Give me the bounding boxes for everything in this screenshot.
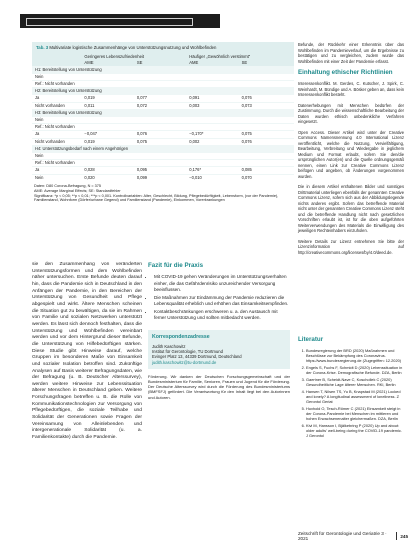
table-cell bbox=[85, 124, 138, 130]
table-cell: 0,076 bbox=[241, 138, 252, 144]
table-cell: Nicht vorhanden bbox=[35, 138, 65, 144]
table-cell: 0,019 bbox=[84, 138, 95, 144]
table-row bbox=[32, 102, 294, 109]
footer-divider bbox=[396, 532, 397, 540]
table-row bbox=[32, 109, 294, 116]
literature-item: 4. Hansen T, Nilsen TS, Yu B, Knapstad M (2021) Locked and lonely? A longitudinal assessment of loneliness. Z Gerontol Geriat bbox=[306, 389, 404, 404]
table-cell bbox=[191, 81, 244, 87]
right-column bbox=[298, 42, 404, 260]
table-caption bbox=[32, 42, 294, 54]
table-cell: 0,076 bbox=[136, 131, 148, 137]
table-row bbox=[32, 73, 294, 80]
table-cell: 0,075 bbox=[241, 131, 252, 137]
table-row bbox=[32, 130, 294, 137]
literature-list bbox=[298, 348, 404, 438]
table-row bbox=[32, 174, 294, 181]
literature-item: 2. Engels S, Fuchs F, Schmidt D (2020) Lebenssituation in der Corona-Krise. Demografische Befunde. DZA, Berlin bbox=[306, 365, 404, 375]
table-cell bbox=[138, 124, 191, 130]
fazit-list bbox=[148, 274, 290, 322]
table-row bbox=[32, 138, 294, 145]
table-row bbox=[32, 87, 294, 94]
body-text-column bbox=[32, 262, 142, 442]
table-cell bbox=[138, 160, 191, 166]
list-item: • Die Maßnahmen zur Eindämmung der Pandemie reduzieren die Lebensqualität erheblich und erhöhen das Einsamkeitsempfinden. bbox=[154, 295, 290, 308]
table-cell: Ja bbox=[35, 167, 40, 173]
table-cell: 0,085 bbox=[241, 167, 252, 173]
journal-name: Zeitschrift für Gerontologie und Geriatrie 3 · 2021 bbox=[298, 531, 387, 541]
table-cell: 0,176* bbox=[189, 167, 202, 173]
col-header: SE bbox=[136, 59, 143, 65]
table-cell: 0,095 bbox=[136, 167, 148, 173]
table-cell: Ref.: Nicht vorhanden bbox=[35, 80, 75, 86]
table-cell: Nein bbox=[35, 152, 44, 158]
list-item: • Mit COVID-19 gehen Veränderungen im Unterstützungsverhalten einher, die das Gefährdenrisiko unzureichender Versorgung beeinflussen. bbox=[154, 274, 290, 294]
paragraph: Interessenkonflikt. M. Gerdes, C. Kutscher, J. Spirk, C. Weinhardt, M. Bündige und A. Bösker geben an, dass kein Interessenkonflikt besteht. bbox=[298, 81, 404, 97]
table-cell: Nein bbox=[35, 73, 44, 79]
results-table bbox=[32, 42, 294, 203]
header-black-bar bbox=[20, 14, 220, 28]
paragraph: Open Access. Dieser Artikel wird unter der Creative Commons Namensnennung 4.0 International Lizenz veröffentlicht, welche die Nutzung, Vervielfältigung, Bearbeitung, Verbreitung und Wiedergabe in jeglichem Medium und Format erlaubt, sofern Sie den/die ursprünglichen Autor(en) und die Quelle ordnungsgemäß nennen, einen Link zur Creative Commons Lizenz beifügen und angeben, ob Änderungen vorgenommen wurden. bbox=[298, 129, 404, 179]
correspondence-line: Evinger Platz 13, 44339 Dortmund, Deutschland bbox=[152, 354, 242, 360]
paragraph: Befunde, der Rückkehr einer Erkenntnis über das Wohlbefinden im Pandemieverlauf, um die Ergebnisse zu bestätigen und zu vergleichen, zudem wurde das Wohlbefinden mit einer Zeit der Pandemie erfasst. bbox=[298, 42, 404, 64]
practice-conclusion-box bbox=[148, 262, 290, 400]
table-cell bbox=[85, 153, 138, 159]
correspondence-heading: Korrespondenzadresse bbox=[152, 333, 210, 340]
table-caption-text: Multivariate logistische Zusammenhänge von Unterstützungsnutzung und Wohlbefinden bbox=[49, 45, 217, 50]
table-row bbox=[32, 123, 294, 130]
table-cell bbox=[191, 153, 244, 159]
table-cell: Nein bbox=[35, 116, 44, 122]
table-cell bbox=[85, 160, 138, 166]
table-row bbox=[32, 80, 294, 87]
literature-heading: Literatur bbox=[298, 336, 324, 343]
body-paragraph: sie den Zusammenhang von veränderten Unterstützungsformen und dem Wohlbefinden näher untersuchen. Erste Befunde deuten darauf hin, dass die Pandemie sich in Deutschland in den Anfängen der Pandemie, in den Bereichen der Unterstützung von Gesundheit und Pflege abgespielt und wirkt. Ältere Menschen scheinen die Situation gut zu bewältigen, da sie im Rahmen von Familie und sozialen Netzwerken unterstützt werden. Es lässt sich dennoch festhalten, dass die Unterstützung und Wohlbefinden vereinbart werden und vor dem Hintergrund dieser Befunde, die Unterstützung von Hilfebedürftigen stärken. Diese Studie gibt Hinweise darauf, welche Gruppen im besonderen Maße von Einsamkeit und sozialer Isolation betroffen sind. Zukünftige Analysen auf Basis weiterer Befragungsdaten, wie der Befragung (u. B. Deutscher Alterssurvey), werden weitere Hinweise zur Lebenssituation älterer Menschen in Deutschland geben. Weitere Forschungsfragen betreffen u. B. die Rolle von Kommunikationstechnologien zur Versorgung von Pflegebedürftigen, die soziale Teilhabe und Solidarität der Generationen sowie Fragen der Vereinsamung von Alleinlebenden und intergenerationale Solidarität (u. a. Familienkontakte) durch die Pandemie. bbox=[32, 262, 142, 441]
table-cell bbox=[138, 117, 191, 123]
table-cell: 0,077 bbox=[136, 95, 148, 101]
header-frame bbox=[26, 18, 193, 26]
group-header-1: Geringeres Lebenszufriedenheit bbox=[84, 53, 145, 59]
table-body bbox=[32, 66, 294, 181]
table-note: Signifikanz: *p < 0,05; **p < 0,01; ***p < 0,001. Kontrollvariablen: Alter, Geschlecht, Bildung, Pflegebedürftigkeit, Lebensform, (vor der Pandemie), Familienstand, Wohnform (Dörfer/urbane Gegend) und Familienstand (Pandemie), Einkommen, Vorerkrankungen bbox=[34, 193, 279, 203]
funding-note: Förderung. Wir danken der Deutschen Forschungsgemeinschaft und der Bundesministerium für Familie, Senioren, Frauen und Jugend für die Förderung. Der Deutsche Alterssurvey wird durch die Förderung des Bundesministeriums (BMFSFJ) gefördert. Die Verantwortung für den Inhalt liegt bei den Autorinnen und Autoren. bbox=[148, 374, 290, 400]
table-notes bbox=[32, 181, 294, 204]
literature-item: 6. Kivi M, Hansson I, Bjälkebring P (2020) Up and about: older adults' well-being during the COVID-19 pandemic. J Gerontol bbox=[306, 423, 404, 438]
table-row bbox=[32, 94, 294, 101]
table-subheader-cell: H2: Bereitstellung von Unterstützung bbox=[35, 88, 102, 94]
correspondence-email[interactable]: judith.kaschowitz@tu-dortmund.de bbox=[152, 359, 217, 365]
col-header: SE bbox=[241, 59, 248, 65]
table-cell: 0,019 bbox=[84, 95, 95, 101]
table-cell: 0,020 bbox=[84, 174, 95, 180]
table-cell: Ja bbox=[35, 131, 40, 137]
table-cell bbox=[85, 81, 138, 87]
section-heading-ethics: Einhaltung ethischer Richtlinien bbox=[298, 69, 393, 76]
table-cell: 0,076 bbox=[241, 95, 252, 101]
table-cell bbox=[191, 117, 244, 123]
table-cell bbox=[85, 117, 138, 123]
table-cell bbox=[191, 160, 244, 166]
table-row bbox=[32, 116, 294, 123]
table-cell bbox=[191, 124, 244, 130]
col-header: AME bbox=[189, 59, 199, 65]
table-cell bbox=[138, 153, 191, 159]
correspondence-box bbox=[148, 330, 290, 370]
literature-item: 5. Huxhold O, Tesch-Römer C (2021) Einsamkeit steigt in der Corona-Pandemie bei Menschen im mittleren und hohen Erwachsenenalter gleichermaßen. DZA, Berlin bbox=[306, 406, 404, 421]
table-note: Daten: D80 Corona-Befragung, N = 375 bbox=[34, 183, 102, 188]
table-row bbox=[32, 66, 294, 73]
literature-item: 1. Bundesregierung der BRD (2020) Maßnahmen und Beschlüsse zur Bekämpfung des Coronavirus. https://www.bundesregierung.de (Zugegriffen: 12.2020) bbox=[306, 348, 404, 363]
table-cell: Nicht vorhanden bbox=[35, 102, 65, 108]
correspondence-line: Institut für Gerontologie, TU Dortmund bbox=[152, 348, 223, 354]
table-cell: 0,011 bbox=[84, 102, 95, 108]
table-cell: 0,075 bbox=[136, 138, 148, 144]
literature-section bbox=[298, 332, 404, 440]
table-cell bbox=[138, 81, 191, 87]
table-cell: 0,003 bbox=[189, 102, 200, 108]
table-cell: 0,028 bbox=[84, 167, 95, 173]
table-subheader-cell: H3: Bereitstellung von Unterstützung bbox=[35, 109, 102, 115]
table-col-header bbox=[32, 60, 294, 66]
table-cell: 0,072 bbox=[136, 102, 148, 108]
table-cell bbox=[85, 74, 138, 80]
table-cell: 0,099 bbox=[136, 174, 148, 180]
list-item: • Kontaktbeschränkungen erschweren u. a. den Austausch mit ferner Unterstützung und sollten mitbedacht werden. bbox=[154, 309, 290, 322]
paragraph: Die in diesem Artikel enthaltenen Bilder und sonstiges Drittmaterial unterliegen ebenfalls der genannten Creative Commons Lizenz, sofern sich aus der Abbildungslegende nichts anderes ergibt. Sofern das betreffende Material nicht unter der genannten Creative Commons Lizenz steht und die betreffende Handlung nicht nach gesetzlichen Vorschriften erlaubt ist, ist für die oben aufgeführten Weiterverwendungen des Materials die Einwilligung des jeweiligen Rechteinhabers einzuholen. bbox=[298, 184, 404, 233]
table-row bbox=[32, 166, 294, 173]
table-caption-label: Tab. 3 bbox=[36, 45, 49, 50]
paragraph: Datenerhebungen mit Menschen bedürfen der Zustimmung. Durch die wissenschaftliche Bearbeitung der Daten wurden ethisch unbedenkliche Verfahren eingesetzt. bbox=[298, 102, 404, 124]
table-cell: Ref.: Nicht vorhanden bbox=[35, 160, 75, 166]
fazit-heading: Fazit für die Praxis bbox=[148, 262, 204, 269]
table-cell bbox=[191, 74, 244, 80]
table-cell: 0,091 bbox=[189, 95, 200, 101]
table-row bbox=[32, 152, 294, 159]
table-cell: 0,073 bbox=[241, 102, 252, 108]
col-header: AME bbox=[84, 59, 94, 65]
table-subheader-cell: H1: Bereitstellung von Unterstützung bbox=[35, 66, 102, 72]
page-footer bbox=[298, 531, 408, 541]
table-row bbox=[32, 145, 294, 152]
table-subheader-cell: H4: Unterstützungsbedarf nach einem Angehörigen bbox=[35, 145, 129, 151]
paragraph: Weitere Details zur Lizenz entnehmen Sie bitte der Lizenzinformation auf http://creativecommons.org/licenses/by/4.0/deed.de. bbox=[298, 238, 404, 255]
table-note: AME: Average Marginal Effects; SE: Standardfehler bbox=[34, 188, 121, 193]
table-cell: −0,010 bbox=[189, 174, 202, 180]
table-cell: 0,002 bbox=[189, 138, 200, 144]
page-number: 245 bbox=[400, 533, 408, 539]
group-header-2: Häufiger „Gewöhnlich verstimmt“ bbox=[189, 53, 251, 59]
literature-item: 3. Gaertner B, Scheidt-Nave C, Koschollek C (2020) Gesundheitliche Lage älterer Menschen. RKI, Berlin bbox=[306, 377, 404, 387]
table-cell: Nein bbox=[35, 174, 44, 180]
table-cell: −0,047 bbox=[84, 131, 98, 137]
table-cell: −0,170* bbox=[189, 131, 204, 137]
table-cell: 0,070 bbox=[241, 174, 252, 180]
correspondence-line: Judith Kaschowitz bbox=[152, 343, 186, 349]
table-cell: Ja bbox=[35, 95, 40, 101]
table-cell bbox=[138, 74, 191, 80]
table-row bbox=[32, 159, 294, 166]
table-cell: Ref.: Nicht vorhanden bbox=[35, 124, 75, 130]
